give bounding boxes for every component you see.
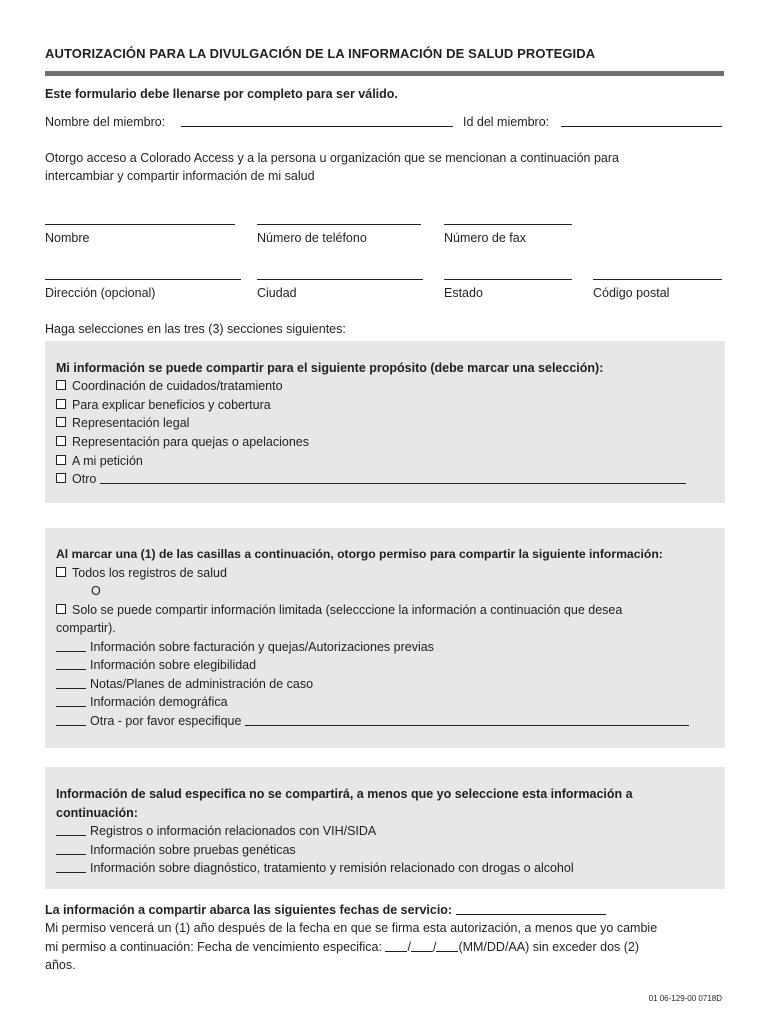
info-item-other[interactable]: Otra - por favor especifique: [56, 712, 689, 731]
fax-label: Número de fax: [444, 231, 526, 245]
phone-field[interactable]: [257, 212, 421, 225]
zip-field[interactable]: [593, 267, 722, 280]
purpose-option-other[interactable]: Otro: [56, 470, 686, 489]
name-label: Nombre: [45, 231, 90, 245]
member-id-field[interactable]: [561, 113, 722, 127]
state-field[interactable]: [444, 267, 572, 280]
city-field[interactable]: [257, 267, 423, 280]
address-label: Dirección (opcional): [45, 286, 156, 300]
member-name-field[interactable]: [181, 113, 453, 127]
specific-item[interactable]: Registros o información relacionados con VIH/SIDA: [56, 822, 376, 841]
blank-field[interactable]: [56, 639, 86, 652]
checkbox[interactable]: [56, 380, 66, 390]
expiry-month-field[interactable]: [385, 939, 407, 952]
specific-heading-line1: Información de salud especifica no se compartirá, a menos que yo seleccione esta información a: [56, 787, 633, 801]
expiry-line3: años.: [45, 958, 76, 972]
purpose-section: [45, 341, 725, 503]
checkbox[interactable]: [56, 417, 66, 427]
checkbox[interactable]: [56, 399, 66, 409]
info-heading: Al marcar una (1) de las casillas a continuación, otorgo permiso para compartir la siguiente información:: [56, 547, 663, 561]
info-item[interactable]: Notas/Planes de administración de caso: [56, 675, 313, 694]
purpose-option[interactable]: Representación legal: [56, 414, 189, 433]
specific-item[interactable]: Información sobre diagnóstico, tratamiento y remisión relacionado con drogas o alcohol: [56, 859, 574, 878]
fax-field[interactable]: [444, 212, 572, 225]
blank-field[interactable]: [56, 657, 86, 670]
name-field[interactable]: [45, 212, 235, 225]
limited-option-cont: compartir).: [56, 621, 116, 635]
blank-field[interactable]: [56, 823, 86, 836]
checkbox[interactable]: [56, 455, 66, 465]
all-records-option[interactable]: Todos los registros de salud: [56, 564, 227, 583]
state-label: Estado: [444, 286, 483, 300]
info-section: [45, 528, 725, 748]
blank-field[interactable]: [56, 676, 86, 689]
blank-field[interactable]: [56, 860, 86, 873]
info-item[interactable]: Información sobre facturación y quejas/Autorizaciones previas: [56, 638, 434, 657]
form-title: AUTORIZACIÓN PARA LA DIVULGACIÓN DE LA INFORMACIÓN DE SALUD PROTEGIDA: [45, 46, 596, 61]
expiry-year-field[interactable]: [436, 939, 458, 952]
expiry-line1: Mi permiso vencerá un (1) año después de la fecha en que se firma esta autorización, a menos que yo cambie: [45, 921, 658, 935]
other-purpose-field[interactable]: [100, 471, 686, 484]
blank-field[interactable]: [56, 713, 86, 726]
purpose-option[interactable]: A mi petición: [56, 452, 143, 471]
phone-label: Número de teléfono: [257, 231, 367, 245]
city-label: Ciudad: [257, 286, 297, 300]
expiry-line2: mi permiso a continuación: Fecha de vencimiento especifica: / / (MM/DD/AA) sin exceder dos (2): [45, 940, 640, 954]
service-dates-field[interactable]: [456, 902, 606, 915]
member-name-label: Nombre del miembro:: [45, 115, 166, 129]
info-item[interactable]: Información sobre elegibilidad: [56, 656, 256, 675]
expiry-day-field[interactable]: [411, 939, 433, 952]
checkbox[interactable]: [56, 473, 66, 483]
blank-field[interactable]: [56, 694, 86, 707]
specific-section: [45, 767, 725, 889]
purpose-option[interactable]: Para explicar beneficios y cobertura: [56, 396, 271, 415]
zip-label: Código postal: [593, 286, 670, 300]
other-info-field[interactable]: [245, 713, 689, 726]
or-text: O: [91, 584, 101, 598]
checkbox[interactable]: [56, 567, 66, 577]
grant-text-line2: intercambiar y compartir información de mi salud: [45, 169, 315, 183]
purpose-option[interactable]: Coordinación de cuidados/tratamiento: [56, 377, 283, 396]
title-divider: [45, 71, 724, 76]
purpose-heading: Mi información se puede compartir para el siguiente propósito (debe marcar una selección):: [56, 361, 604, 375]
blank-field[interactable]: [56, 842, 86, 855]
checkbox[interactable]: [56, 604, 66, 614]
limited-option[interactable]: Solo se puede compartir información limitada (selecccione la información a continuación que desea: [56, 601, 622, 620]
specific-item[interactable]: Información sobre pruebas genéticas: [56, 841, 296, 860]
grant-text-line1: Otorgo acceso a Colorado Access y a la persona u organización que se mencionan a continuación para: [45, 151, 619, 165]
address-field[interactable]: [45, 267, 241, 280]
dates-label: La información a compartir abarca las siguientes fechas de servicio:: [45, 901, 606, 920]
form-code: 01 06-129-00 0718D: [648, 994, 722, 1003]
required-note: Este formulario debe llenarse por completo para ser válido.: [45, 87, 398, 101]
instructions: Haga selecciones en las tres (3) secciones siguientes:: [45, 322, 346, 336]
specific-heading-line2: continuación:: [56, 806, 138, 820]
member-id-label: Id del miembro:: [463, 115, 550, 129]
checkbox[interactable]: [56, 436, 66, 446]
purpose-option[interactable]: Representación para quejas o apelaciones: [56, 433, 309, 452]
info-item[interactable]: Información demográfica: [56, 693, 228, 712]
